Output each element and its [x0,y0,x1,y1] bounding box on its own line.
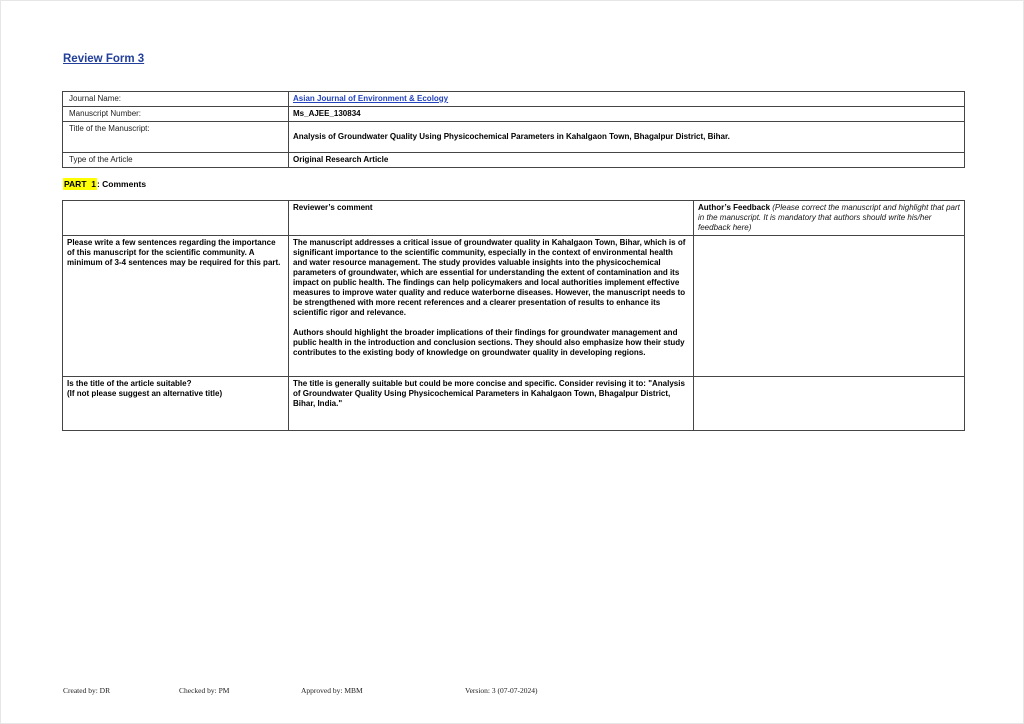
manuscript-info-table [62,91,965,168]
reviewer-comment-importance [289,236,694,377]
table-row [63,92,965,107]
table-row [63,377,965,431]
comments-table [62,200,965,431]
question-title-suitability [63,377,289,431]
comments-header-row [63,201,965,236]
article-type-value: Original Research Article [289,153,965,168]
author-feedback-header-bold: Author’s Feedback [698,203,771,212]
footer-checked-by: Checked by: PM [179,686,230,695]
manuscript-title-label: Title of the Manuscript: [63,122,289,153]
journal-name-cell [289,92,965,107]
part-1-heading [63,179,146,189]
table-row [63,122,965,153]
question-line: Is the title of the article suitable? [67,379,192,388]
article-type-label: Type of the Article [63,153,289,168]
footer-created-by: Created by: DR [63,686,111,695]
question-line: (If not please suggest an alternative title) [67,389,223,398]
journal-name-link[interactable]: Asian Journal of Environment & Ecology [293,94,449,103]
comment-paragraph: Authors should highlight the broader implications of their findings for groundwater management and public health in the introduction and conclusion sections. They should also emphasize how their study contributes to the existing body of knowledge on groundwater quality in developing regions. [293,328,685,357]
question-importance: Please write a few sentences regarding the importance of this manuscript for the scientific community. A minimum of 3-4 sentences may be required for this part. [63,236,289,377]
part-1-label: PART 1 [64,179,96,189]
reviewer-comment-header: Reviewer’s comment [289,201,694,236]
manuscript-title-value: Analysis of Groundwater Quality Using Physicochemical Parameters in Kahalgaon Town, Bhagalpur District, Bihar. [289,122,965,153]
footer-approved-by: Approved by: MBM [301,686,363,695]
page-title: Review Form 3 [63,53,145,65]
part-1-heading-rest: : Comments [96,179,147,189]
manuscript-number-label: Manuscript Number: [63,107,289,122]
table-row [63,107,965,122]
empty-header-cell [63,201,289,236]
comment-paragraph: The title is generally suitable but could be more concise and specific. Consider revising it to: "Analysis of Groundwater Quality Using Physicochemical Parameters in Kahalgaon Town, Bhagalpur District, Bihar, India." [293,379,685,408]
footer-version: Version: 3 (07-07-2024) [465,686,538,695]
table-row [63,236,965,377]
author-feedback-header [694,201,965,236]
manuscript-number-value: Ms_AJEE_130834 [289,107,965,122]
table-row [63,153,965,168]
author-feedback-header-note: (Please correct the manuscript and highlight that part in the manuscript. It is mandatory that authors should write his/her feedback here) [698,203,960,232]
author-feedback-cell[interactable] [694,236,965,377]
comment-paragraph: The manuscript addresses a critical issue of groundwater quality in Kahalgaon Town, Bihar, which is of significant importance to the scientific community, especially in the context of environmental health and water resource management. The study provides valuable insights into the physicochemical parameters of groundwater, which are essential for understanding the extent of contamination and its impact on public health. The findings can help policymakers and local authorities implement effective measures to improve water quality and reduce waterborne diseases. However, the manuscript needs to be strengthened with more recent references and a clearer presentation of results to enhance its scientific rigor and relevance. [293,238,686,317]
reviewer-comment-title [289,377,694,431]
journal-name-label: Journal Name: [63,92,289,107]
author-feedback-cell[interactable] [694,377,965,431]
